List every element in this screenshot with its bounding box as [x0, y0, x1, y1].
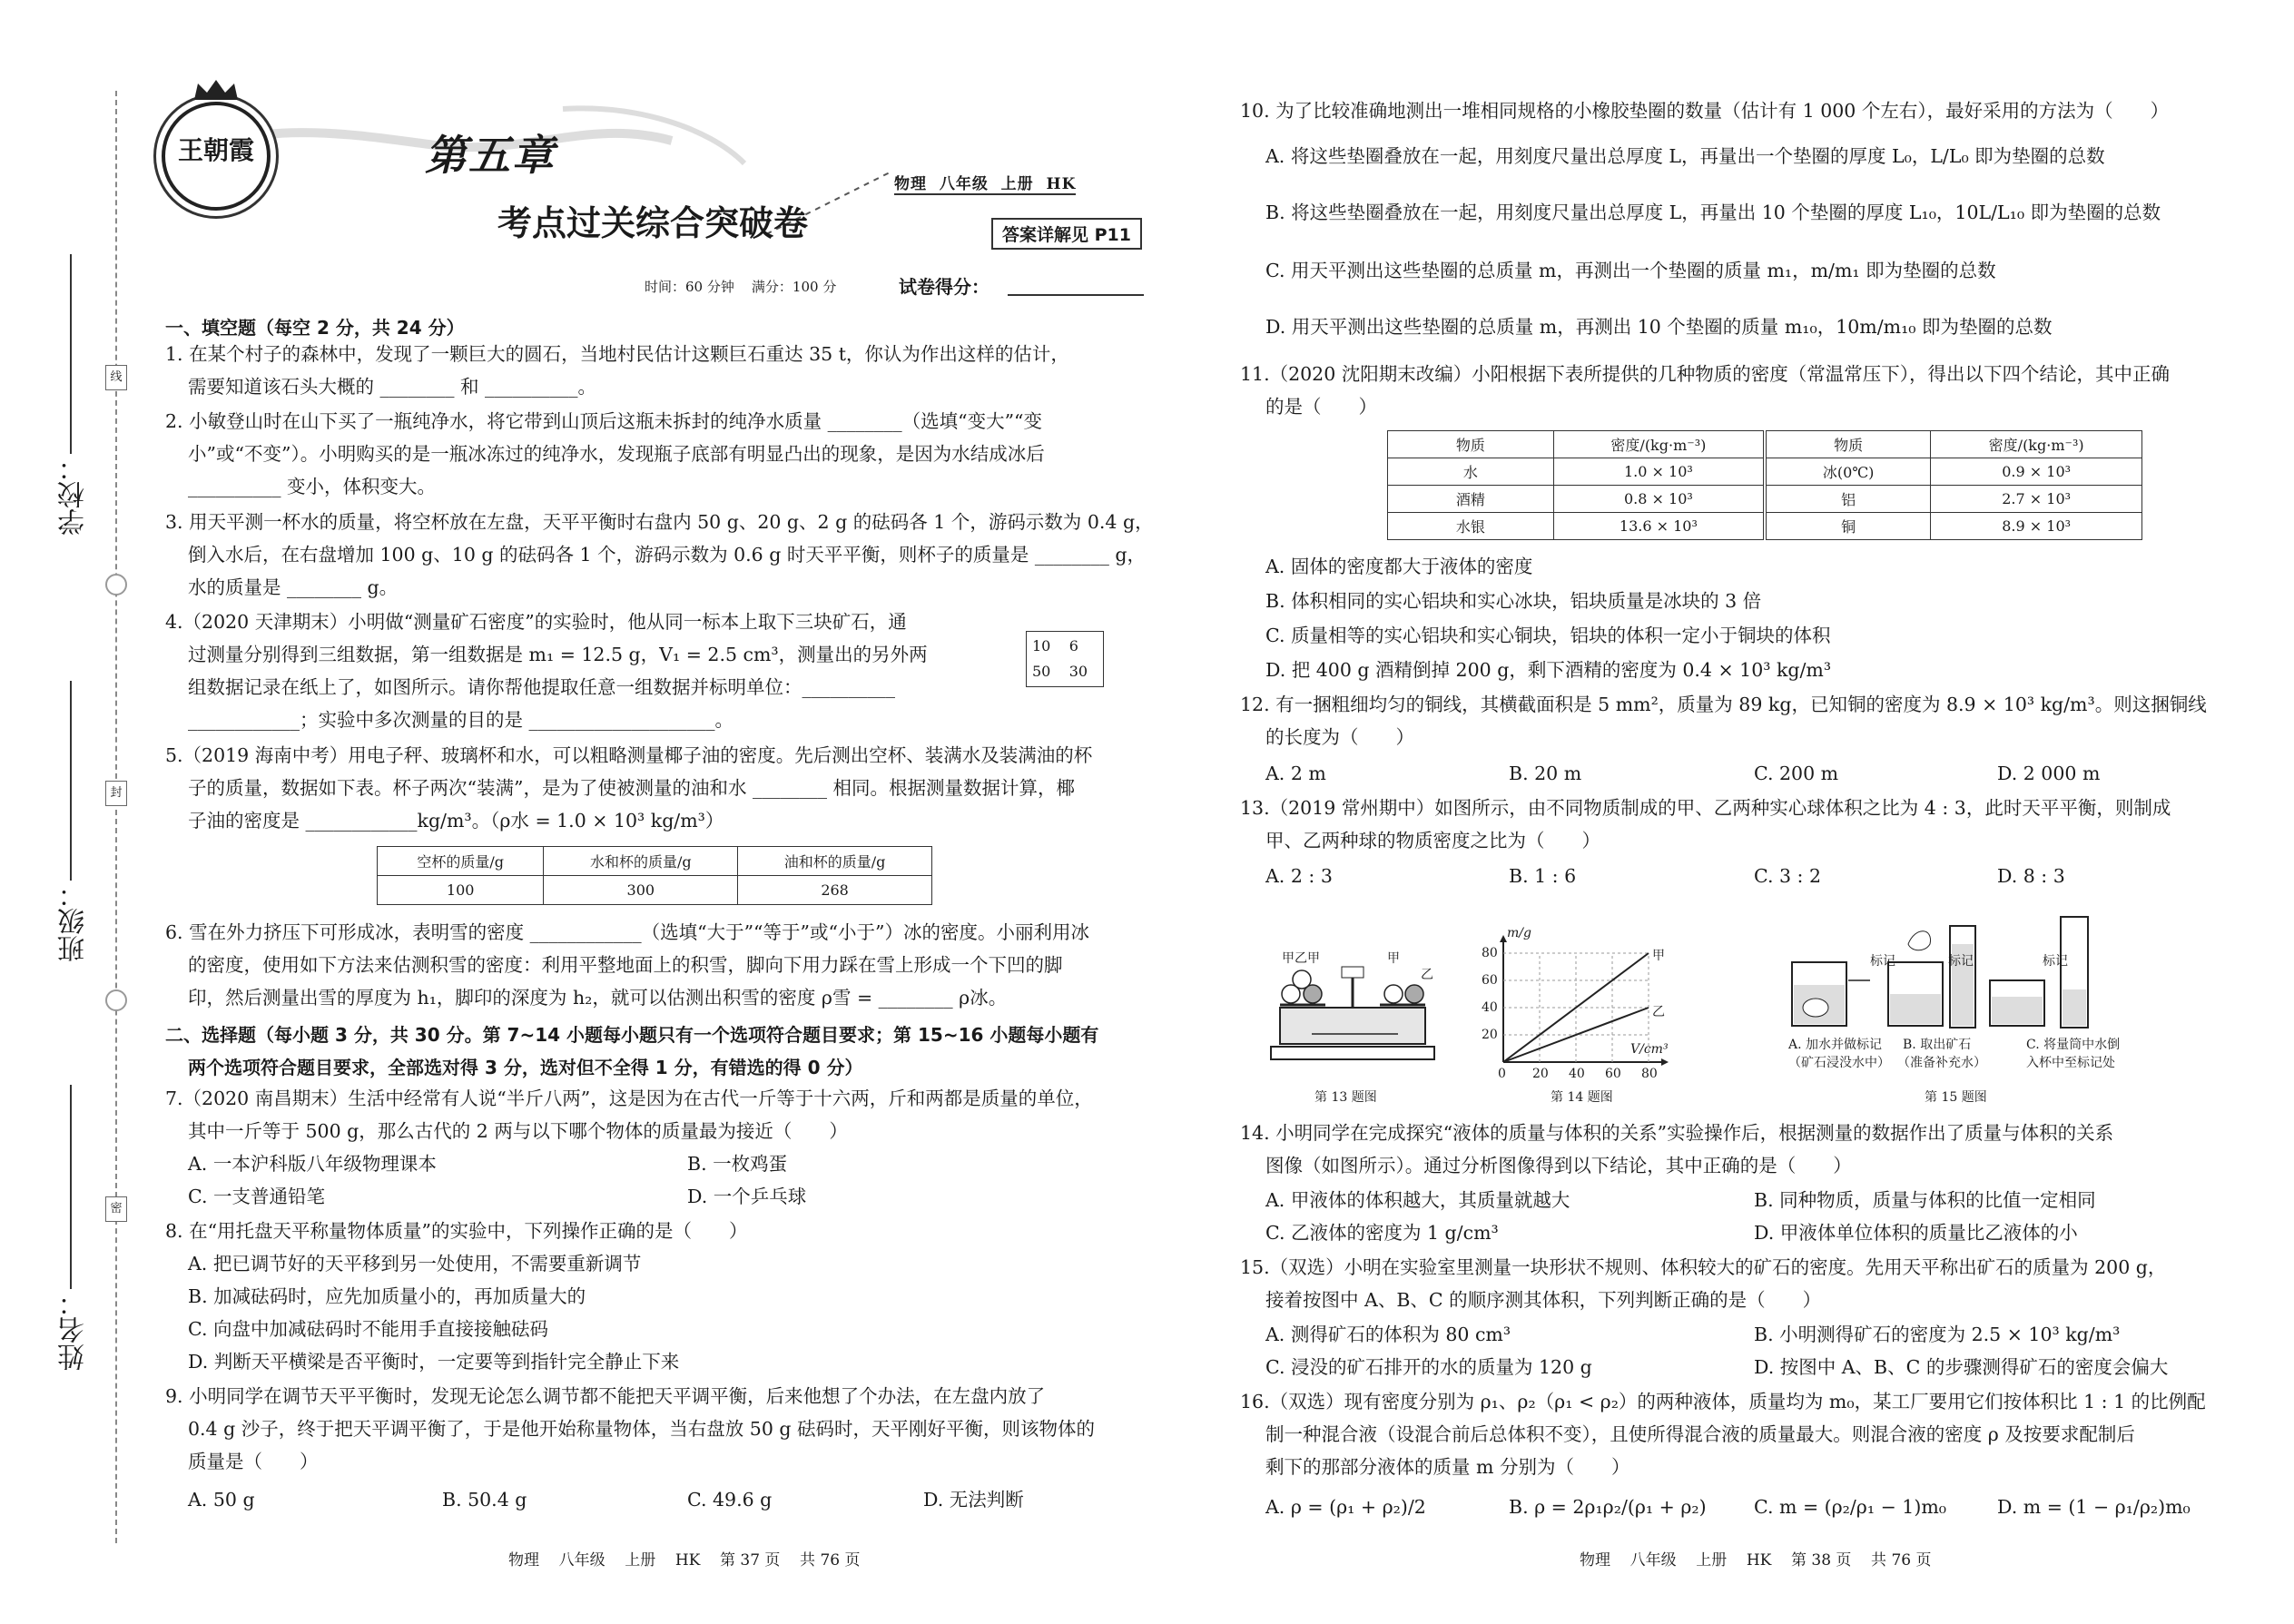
fig15-step-c-line2: 入杯中至标记处	[2026, 1056, 2115, 1070]
density-header-cell: 物质	[1388, 431, 1554, 458]
seal-mark-mi: 密	[105, 1196, 127, 1222]
q7-option-a[interactable]: A. 一本沪科版八年级物理课本	[188, 1153, 437, 1175]
density-header-cell: 物质	[1765, 431, 1931, 458]
q8-stem: 8. 在“用托盘天平称量物体质量”的实验中，下列操作正确的是（ ）	[165, 1220, 748, 1242]
q15-line1: 15.（双选）小明在实验室里测量一块形状不规则、体积较大的矿石的密度。先用天平称出矿石的质量为 200 g，	[1240, 1256, 2167, 1278]
q12-option-a[interactable]: A. 2 m	[1265, 763, 1326, 784]
binding-hole-1	[105, 574, 127, 595]
q11-line2: 的是（ ）	[1265, 396, 1377, 418]
q7-line1: 7.（2020 南昌期末）生活中经常有人说“半斤八两”，这是因为在古代一斤等于十六两，斤和两都是质量的单位，	[165, 1088, 1093, 1109]
q8-option-d[interactable]: D. 判断天平横梁是否平衡时，一定要等到指针完全静止下来	[188, 1351, 680, 1373]
q3-line1: 3. 用天平测一杯水的质量，将空杯放在左盘，天平平衡时右盘内 50 g、20 g、2 g 的砝码各 1 个，游码示数为 0.4 g，	[165, 511, 1154, 533]
fig15-step-a-line1: A. 加水并做标记	[1788, 1038, 1883, 1052]
q11-line1: 11.（2020 沈阳期末改编）小阳根据下表所提供的几种物质的密度（常温常压下），得出以下四个结论，其中正确	[1240, 363, 2171, 385]
q11-option-c[interactable]: C. 质量相等的实心铝块和实心铜块，铝块的体积一定小于铜块的体积	[1265, 625, 1831, 646]
q9-option-b[interactable]: B. 50.4 g	[442, 1489, 527, 1511]
q4-line1: 4.（2020 天津期末）小明做“测量矿石密度”的实验时，他从同一标本上取下三块矿石，通	[165, 611, 907, 633]
q5-line2: 子的质量，数据如下表。杯子两次“装满”，是为了使被测量的油和水 ________ 相同。根据测量数据计算，椰	[188, 777, 1075, 799]
density-cell: 水	[1388, 458, 1554, 486]
fig15-mark-a: 标记	[1870, 954, 1895, 969]
exam-title: 考点过关综合突破卷	[497, 202, 809, 243]
q5-value-cell: 100	[378, 876, 544, 905]
q2-line2: 小”或“不变”）。小明购买的是一瓶冰冻过的纯净水，发现瓶子底部有明显凸出的现象，是因为水结成冰后	[188, 443, 1045, 465]
q9-option-a[interactable]: A. 50 g	[188, 1489, 255, 1511]
q12-option-d[interactable]: D. 2 000 m	[1997, 763, 2101, 784]
figure-13-caption: 第 13 题图	[1314, 1090, 1377, 1105]
q1-line2: 需要知道该石头大概的 ________ 和 __________。	[188, 376, 597, 398]
school-field[interactable]	[70, 254, 72, 454]
fig13-label-right: 乙	[1421, 968, 1433, 982]
q15-option-d[interactable]: D. 按图中 A、B、C 的步骤测得矿石的密度会偏大	[1754, 1356, 2169, 1378]
q15-line2: 接着按图中 A、B、C 的顺序测其体积，下列判断正确的是（ ）	[1265, 1289, 1822, 1311]
q13-option-c[interactable]: C. 3 : 2	[1754, 865, 1822, 887]
q10-option-a[interactable]: A. 将这些垫圈叠放在一起，用刻度尺量出总厚度 L，再量出一个垫圈的厚度 L₀，L/L₀ 即为垫圈的总数	[1265, 145, 2105, 167]
fig14-xtick: 0	[1498, 1067, 1506, 1081]
fig14-xtick: 40	[1569, 1067, 1585, 1081]
q16-option-d[interactable]: D. m = (1 − ρ₁/ρ₂)m₀	[1997, 1496, 2191, 1518]
q10-option-b[interactable]: B. 将这些垫圈叠放在一起，用刻度尺量出总厚度 L，再量出 10 个垫圈的厚度 L₁₀，10L/L₁₀ 即为垫圈的总数	[1265, 202, 2161, 223]
q5-value-cell: 268	[738, 876, 932, 905]
q4-data-note: 10 6 50 30	[1026, 631, 1104, 687]
q5-header-cell: 空杯的质量/g	[378, 847, 544, 876]
fig14-line-label-jia: 甲	[1652, 949, 1665, 963]
answer-reference: 答案详解见 P11	[991, 218, 1142, 250]
q10-option-c[interactable]: C. 用天平测出这些垫圈的总质量 m，再测出一个垫圈的质量 m₁，m/m₁ 即为垫圈的总数	[1265, 260, 1996, 281]
fig14-ylabel: m/g	[1507, 926, 1531, 940]
fig14-ytick: 40	[1482, 1000, 1498, 1015]
name-label: 姓名：	[58, 1289, 90, 1371]
density-header-cell: 密度/(kg·m⁻³)	[1553, 431, 1765, 458]
figure-15-steps	[1788, 908, 2151, 1089]
q9-option-d[interactable]: D. 无法判断	[923, 1489, 1024, 1511]
figure-15-caption: 第 15 题图	[1925, 1090, 1987, 1105]
density-cell: 13.6 × 10³	[1553, 513, 1765, 540]
q7-option-b[interactable]: B. 一枚鸡蛋	[687, 1153, 788, 1175]
fig15-step-a-line2: （矿石浸没水中）	[1788, 1056, 1890, 1070]
q6-line3: 印，然后测量出雪的厚度为 h₁，脚印的深度为 h₂，就可以估测出积雪的密度 ρ雪 = ________ ρ冰。	[188, 987, 1008, 1009]
density-cell: 水银	[1388, 513, 1554, 540]
q4-line3: 组数据记录在纸上了，如图所示。请你帮他提取任意一组数据并标明单位：__________	[188, 676, 895, 698]
fig15-mark-b: 标记	[1948, 954, 1974, 969]
seal-mark-feng: 封	[105, 781, 127, 806]
fig15-step-b-line1: B. 取出矿石	[1903, 1038, 1972, 1052]
q16-line1: 16.（双选）现有密度分别为 ρ₁、ρ₂（ρ₁ < ρ₂）的两种液体，质量均为 m₀，某工厂要用它们按体积比 1 : 1 的比例配	[1240, 1391, 2206, 1412]
fig14-ytick: 20	[1482, 1028, 1498, 1042]
chapter-title: 第五章	[425, 131, 556, 180]
brand-logo: 王朝霞	[162, 102, 271, 211]
q5-header-cell: 水和杯的质量/g	[544, 847, 738, 876]
density-header-cell: 密度/(kg·m⁻³)	[1931, 431, 2142, 458]
q13-line2: 甲、乙两种球的物质密度之比为（ ）	[1265, 830, 1600, 851]
density-cell: 1.0 × 10³	[1553, 458, 1765, 486]
density-cell: 0.8 × 10³	[1553, 486, 1765, 513]
q16-line3: 剩下的那部分液体的质量 m 分别为（ ）	[1265, 1456, 1630, 1478]
fig14-xlabel: V/cm³	[1630, 1042, 1669, 1057]
q5-value-cell: 300	[544, 876, 738, 905]
density-cell: 铜	[1765, 513, 1931, 540]
figure-13-balance	[1262, 940, 1443, 1076]
q12-option-c[interactable]: C. 200 m	[1754, 763, 1839, 784]
q14-line2: 图像（如图所示）。通过分析图像得到以下结论，其中正确的是（ ）	[1265, 1155, 1852, 1176]
class-field[interactable]	[70, 681, 72, 881]
school-label: 学校：	[58, 454, 90, 536]
q14-line1: 14. 小明同学在完成探究“液体的质量与体积的关系”实验操作后，根据测量的数据作出了质量与体积的关系	[1240, 1122, 2114, 1144]
class-label: 班级：	[58, 881, 90, 962]
figure-14-graph	[1471, 926, 1679, 1089]
q14-option-c[interactable]: C. 乙液体的密度为 1 g/cm³	[1265, 1222, 1499, 1244]
q11-option-a[interactable]: A. 固体的密度都大于液体的密度	[1265, 556, 1533, 577]
q16-line2: 制一种混合液（设混合前后总体积不变），且使所得混合液的质量最大。则混合液的密度 ρ 及按要求配制后	[1265, 1423, 2135, 1445]
q12-line1: 12. 有一捆粗细均匀的铜线，其横截面积是 5 mm²，质量为 89 kg，已知铜的密度为 8.9 × 10³ kg/m³。则这捆铜线	[1240, 694, 2207, 715]
q13-line1: 13.（2019 常州期中）如图所示，由不同物质制成的甲、乙两种实心球体积之比为 4 : 3，此时天平平衡，则制成	[1240, 797, 2171, 819]
subject-tags: 物理 八年级 上册 HK	[894, 171, 1076, 195]
q7-option-c[interactable]: C. 一支普通铅笔	[188, 1186, 325, 1207]
q8-option-a[interactable]: A. 把已调节好的天平移到另一处使用，不需要重新调节	[188, 1253, 642, 1275]
binding-hole-2	[105, 989, 127, 1011]
q15-option-c[interactable]: C. 浸没的矿石排开的水的质量为 120 g	[1265, 1356, 1592, 1378]
fig15-mark-c: 标记	[2043, 954, 2068, 969]
q5-header-cell: 油和杯的质量/g	[738, 847, 932, 876]
fig14-ytick: 80	[1482, 946, 1498, 960]
name-field[interactable]	[70, 1085, 72, 1289]
q16-option-c[interactable]: C. m = (ρ₂/ρ₁ − 1)m₀	[1754, 1496, 1946, 1518]
section-choice-line1: 二、选择题（每小题 3 分，共 30 分。第 7~14 小题每小题只有一个选项符合题目要求；第 15~16 小题每小题有	[165, 1024, 1099, 1046]
fig14-xtick: 20	[1532, 1067, 1549, 1081]
q11-option-b[interactable]: B. 体积相同的实心铝块和实心冰块，铝块质量是冰块的 3 倍	[1265, 590, 1762, 612]
q8-option-b[interactable]: B. 加减砝码时，应先加质量小的，再加质量大的	[188, 1285, 586, 1307]
fig14-xtick: 80	[1641, 1067, 1658, 1081]
page-footer-left: 物理 八年级 上册 HK 第 37 页 共 76 页	[508, 1551, 861, 1570]
section-fill-blank: 一、填空题（每空 2 分，共 24 分）	[165, 317, 465, 339]
q12-line2: 的长度为（ ）	[1265, 726, 1414, 748]
crown-icon	[191, 78, 241, 102]
q1-line1: 1. 在某个村子的森林中，发现了一颗巨大的圆石，当地村民估计这颗巨石重达 35 t，你认为作出这样的估计，	[165, 343, 1069, 365]
density-cell: 0.9 × 10³	[1931, 458, 2142, 486]
q15-option-a[interactable]: A. 测得矿石的体积为 80 cm³	[1265, 1324, 1511, 1345]
density-cell: 8.9 × 10³	[1931, 513, 2142, 540]
q11-option-d[interactable]: D. 把 400 g 酒精倒掉 200 g，剩下酒精的密度为 0.4 × 10³ kg/m³	[1265, 659, 1832, 681]
density-cell: 2.7 × 10³	[1931, 486, 2142, 513]
fig15-step-b-line2: （准备补充水）	[1897, 1056, 1986, 1070]
q2-line1: 2. 小敏登山时在山下买了一瓶纯净水，将它带到山顶后这瓶未拆封的纯净水质量 ________（选填“变大”“变	[165, 410, 1043, 432]
q14-option-b[interactable]: B. 同种物质，质量与体积的比值一定相同	[1754, 1189, 2096, 1211]
density-table	[1387, 430, 2142, 540]
q4-line2: 过测量分别得到三组数据，第一组数据是 m₁ = 12.5 g，V₁ = 2.5 cm³，测量出的另外两	[188, 644, 928, 665]
fig14-line-label-yi: 乙	[1652, 1005, 1665, 1019]
q6-line1: 6. 雪在外力挤压下可形成冰，表明雪的密度 ____________（选填“大于”“等于”或“小于”）冰的密度。小丽利用冰	[165, 921, 1089, 943]
q15-option-b[interactable]: B. 小明测得矿石的密度为 2.5 × 10³ kg/m³	[1754, 1324, 2121, 1345]
q14-option-a[interactable]: A. 甲液体的体积越大，其质量就越大	[1265, 1189, 1570, 1211]
page-footer-right: 物理 八年级 上册 HK 第 38 页 共 76 页	[1580, 1551, 1932, 1570]
density-cell: 冰(0℃)	[1765, 458, 1931, 486]
q13-option-d[interactable]: D. 8 : 3	[1997, 865, 2065, 887]
q9-line1: 9. 小明同学在调节天平平衡时，发现无论怎么调节都不能把天平调平衡，后来他想了个办法，在左盘内放了	[165, 1385, 1046, 1407]
q6-line2: 的密度，使用如下方法来估测积雪的密度：利用平整地面上的积雪，脚向下用力踩在雪上形成一个下凹的脚	[188, 954, 1063, 976]
score-label: 试卷得分：	[899, 276, 989, 298]
q13-option-b[interactable]: B. 1 : 6	[1509, 865, 1577, 887]
q16-option-a[interactable]: A. ρ = (ρ₁ + ρ₂)/2	[1265, 1496, 1426, 1518]
density-cell: 铝	[1765, 486, 1931, 513]
fig14-xtick: 60	[1605, 1067, 1621, 1081]
score-field[interactable]	[1008, 294, 1144, 296]
q7-line2: 其中一斤等于 500 g，那么古代的 2 两与以下哪个物体的质量最为接近（ ）	[188, 1120, 848, 1142]
binding-line	[115, 91, 117, 1543]
seal-mark-xian: 线	[105, 365, 127, 390]
q8-option-c[interactable]: C. 向盘中加减砝码时不能用手直接接触砝码	[188, 1318, 548, 1340]
q3-line3: 水的质量是 ________ g。	[188, 576, 399, 598]
fig13-label-right-top: 甲	[1387, 951, 1400, 966]
q13-option-a[interactable]: A. 2 : 3	[1265, 865, 1333, 887]
q9-line3: 质量是（ ）	[188, 1451, 319, 1472]
q4-line4: ____________；实验中多次测量的目的是 ____________________。	[188, 709, 734, 731]
q5-line3: 子油的密度是 ____________kg/m³。（ρ水 = 1.0 × 10³ kg/m³）	[188, 810, 724, 832]
fig14-ytick: 60	[1482, 973, 1498, 988]
q2-line3: __________ 变小，体积变大。	[188, 476, 437, 497]
q16-option-b[interactable]: B. ρ = 2ρ₁ρ₂/(ρ₁ + ρ₂)	[1509, 1496, 1707, 1518]
q5-data-table	[377, 846, 932, 905]
figure-14-caption: 第 14 题图	[1551, 1090, 1613, 1105]
q9-option-c[interactable]: C. 49.6 g	[687, 1489, 773, 1511]
exam-meta: 时间：60 分钟 满分：100 分	[645, 279, 837, 295]
q10-option-d[interactable]: D. 用天平测出这些垫圈的总质量 m，再测出 10 个垫圈的质量 m₁₀，10m/m₁₀ 即为垫圈的总数	[1265, 316, 2053, 338]
section-choice-line2: 两个选项符合题目要求，全部选对得 3 分，选对但不全得 1 分，有错选的得 0 分）	[188, 1057, 863, 1078]
q12-option-b[interactable]: B. 20 m	[1509, 763, 1582, 784]
q3-line2: 倒入水后，在右盘增加 100 g、10 g 的砝码各 1 个，游码示数为 0.6 g 时天平平衡，则杯子的质量是 ________ g，	[188, 544, 1147, 566]
density-cell: 酒精	[1388, 486, 1554, 513]
q7-option-d[interactable]: D. 一个乒乓球	[687, 1186, 807, 1207]
q14-option-d[interactable]: D. 甲液体单位体积的质量比乙液体的小	[1754, 1222, 2078, 1244]
q5-line1: 5.（2019 海南中考）用电子秤、玻璃杯和水，可以粗略测量椰子油的密度。先后测出空杯、装满水及装满油的杯	[165, 744, 1093, 766]
fig15-step-c-line1: C. 将量筒中水倒	[2026, 1038, 2121, 1052]
q10-stem: 10. 为了比较准确地测出一堆相同规格的小橡胶垫圈的数量（估计有 1 000 个左右），最好采用的方法为（ ）	[1240, 100, 2170, 122]
q9-line2: 0.4 g 沙子，终于把天平调平衡了，于是他开始称量物体，当右盘放 50 g 砝码时，天平刚好平衡，则该物体的	[188, 1418, 1096, 1440]
fig13-label-left: 甲乙甲	[1282, 951, 1320, 966]
